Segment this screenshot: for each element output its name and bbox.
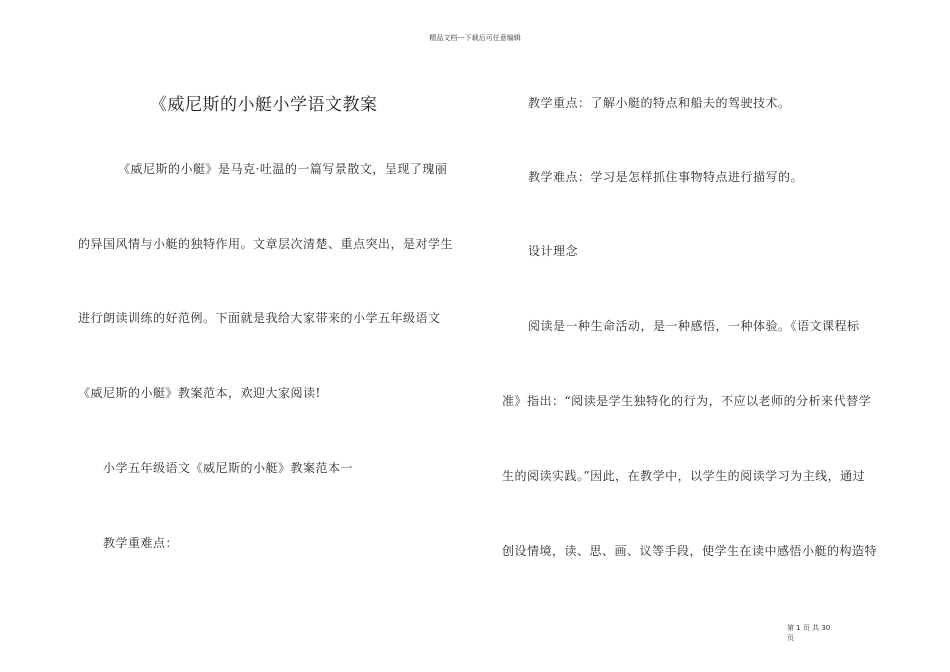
paragraph-line: 准》指出：“阅读是学生独特化的行为，不应以老师的分析来代替学 (502, 394, 872, 408)
paragraph-line: 《威尼斯的小艇》是马克·吐温的一篇写景散文，呈现了瑰丽 (118, 162, 448, 176)
page-header: 精品文档---下载后可任意编辑 (429, 34, 521, 42)
paragraph-line: 的异国风情与小艇的独特作用。文章层次清楚、重点突出，是对学生 (78, 237, 454, 251)
section-heading: 设计理念 (528, 244, 579, 258)
paragraph-line: 进行朗读训练的好范例。下面就是我给大家带来的小学五年级语文 (78, 311, 441, 325)
section-heading: 小学五年级语文《威尼斯的小艇》教案范本一 (103, 461, 354, 475)
paragraph-line: 生的阅读实践。”因此，在教学中，以学生的阅读学习为主线，通过 (502, 469, 866, 483)
paragraph-line: 教学重点：了解小艇的特点和船夫的驾驶技术。 (528, 96, 791, 110)
section-heading: 教学重难点： (103, 536, 179, 550)
paragraph-line: 教学难点：学习是怎样抓住事物特点进行描写的。 (528, 170, 804, 184)
page-number: 第 1 页 共 30 页 (787, 624, 831, 642)
document-title: 《威尼斯的小艇小学语文教案 (150, 95, 378, 115)
paragraph-line: 《威尼斯的小艇》教案范本，欢迎大家阅读! (78, 386, 321, 400)
paragraph-line: 创设情境，读、思、画、议等手段，使学生在读中感悟小艇的构造特 (502, 544, 878, 558)
paragraph-line: 阅读是一种生命活动，是一种感悟，一种体验。《语文课程标 (528, 319, 860, 333)
